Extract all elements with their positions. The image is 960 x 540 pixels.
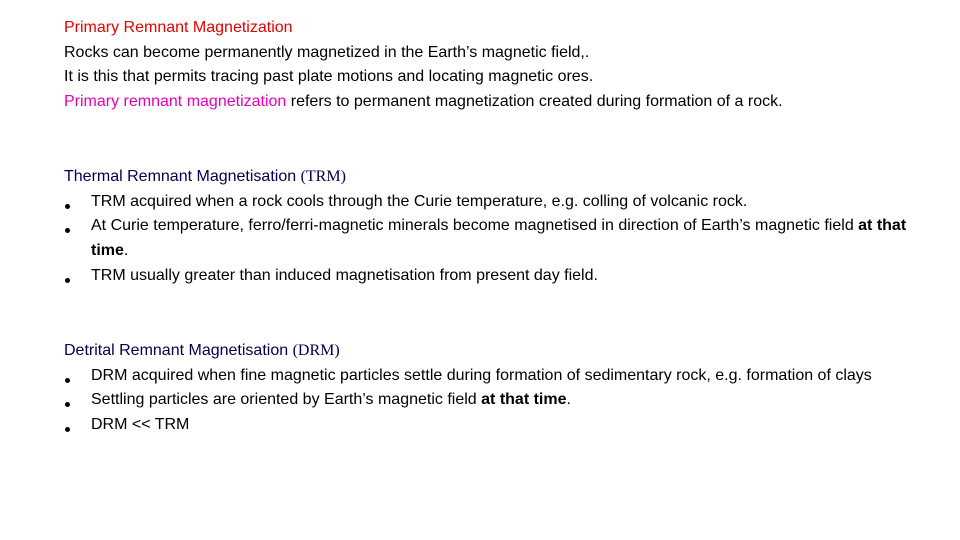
drm-bullet-2-bold: at that time: [481, 391, 567, 409]
bullet-dot-icon: [64, 190, 74, 215]
trm-bullet-2: [64, 214, 944, 263]
primary-line-3: [64, 90, 944, 115]
primary-highlight: Primary remnant magnetization: [64, 93, 287, 111]
drm-title-main: Detrital Remnant Magnetisation: [64, 342, 293, 359]
primary-title: Primary Remnant Magnetization: [64, 19, 293, 36]
drm-bullet-2: [64, 388, 944, 413]
trm-bullet-1: [64, 190, 944, 215]
drm-title: [64, 339, 944, 364]
primary-section: [64, 16, 944, 115]
drm-bullet-2-after: .: [566, 391, 571, 409]
primary-line-1: Rocks can become permanently magnetized in the Earth’s magnetic field,.: [64, 43, 590, 61]
drm-bullet-3: [64, 413, 944, 438]
trm-title-paren: (TRM): [300, 168, 346, 185]
trm-bullet-3: [64, 264, 944, 289]
primary-line-2: It is this that permits tracing past plate motions and locating magnetic ores.: [64, 68, 594, 86]
drm-title-paren: (DRM): [292, 342, 340, 359]
drm-bullet-1-text: DRM acquired when fine magnetic particles settle during formation of sedimentary rock, e.g. formation of clays: [91, 366, 872, 384]
primary-line-3-rest: refers to permanent magnetization created during formation of a rock.: [286, 93, 783, 111]
trm-bullet-2-after: .: [123, 242, 129, 260]
trm-bullet-1-text: TRM acquired when a rock cools through the Curie temperature, e.g. colling of volcanic rock.: [91, 192, 748, 210]
trm-title-main: Thermal Remnant Magnetisation: [64, 168, 301, 185]
bullet-dot-icon: [64, 413, 74, 438]
trm-section: [64, 165, 944, 289]
trm-bullet-3-text: TRM usually greater than induced magnetisation from present day field.: [91, 266, 598, 284]
bullet-dot-icon: [64, 388, 74, 413]
drm-section: [64, 339, 944, 438]
drm-bullet-2-text: Settling particles are oriented by Earth’s magnetic field: [91, 391, 482, 409]
trm-title: [64, 165, 944, 190]
trm-bullet-2-text: At Curie temperature, ferro/ferri-magnetic minerals become magnetised in direction of Earth’s magnetic field: [91, 217, 859, 235]
bullet-dot-icon: [64, 264, 74, 289]
drm-bullet-3-text: DRM << TRM: [91, 416, 190, 434]
trm-bullet-2-bold: at that time: [91, 217, 907, 260]
drm-bullet-1: [64, 364, 944, 389]
bullet-dot-icon: [64, 214, 74, 239]
bullet-dot-icon: [64, 364, 74, 389]
